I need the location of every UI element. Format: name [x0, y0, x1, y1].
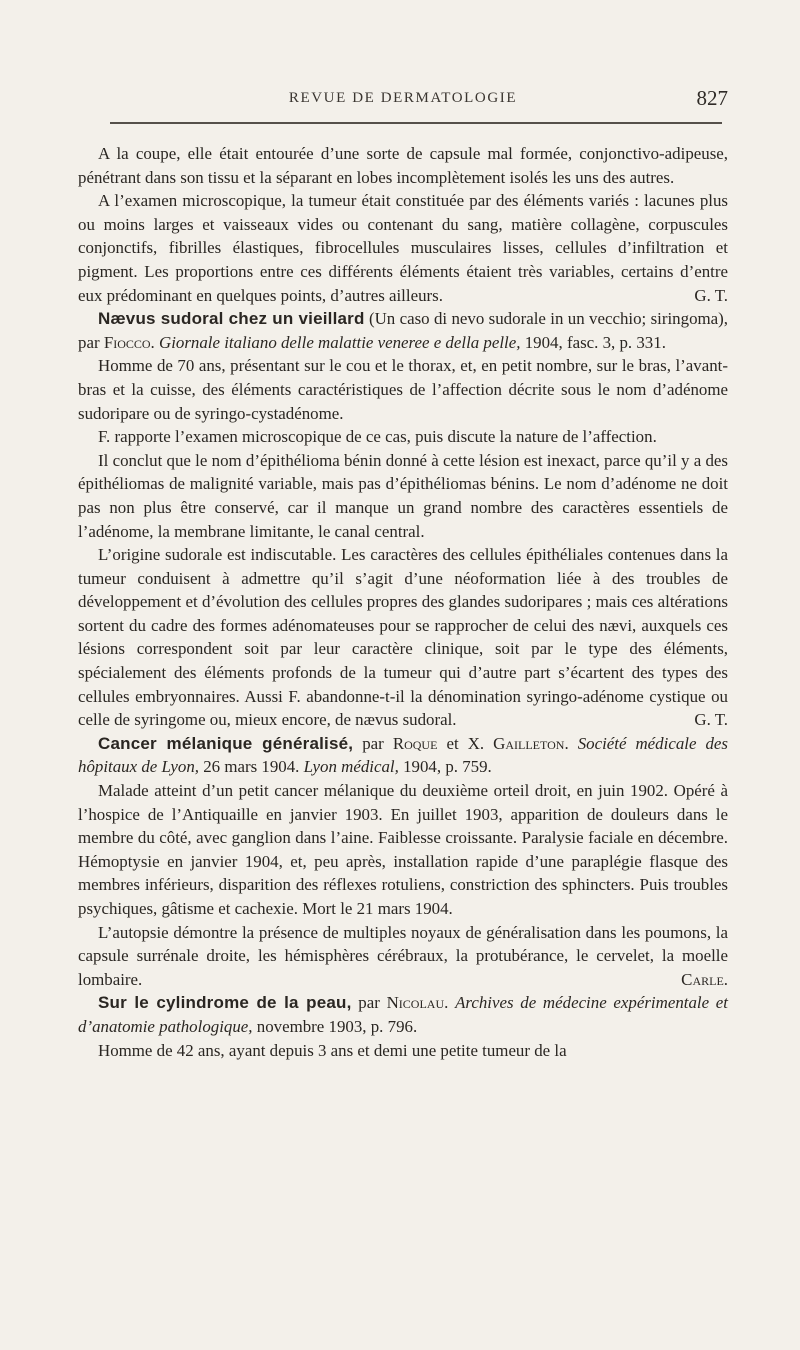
- article3-paragraph-2: [78, 921, 728, 992]
- article3-author-2: X. Gailleton.: [467, 733, 569, 753]
- article2-text-2: F. rapporte l’examen microscopique de ce cas, puis discute la nature de l’affection.: [98, 427, 657, 447]
- article3-text-2: L’autopsie démontre la présence de multiples noyaux de généralisation dans les poumons, la capsule surrénale droite, les hémisphères cérébraux, la protubérance, le cervelet, la moelle lombaire.: [78, 922, 728, 989]
- article2-citation: 1904, fasc. 3, p. 331.: [524, 332, 666, 352]
- article2-text-4: L’origine sudorale est indiscutable. Les caractères des cellules épithéliales contenues dans la tumeur conduisent à admettre qu’il s’agit d’une néoformation liée à des troubles de développement et d’évolution des cellules propres des glandes sudoripares ; mais ces altérations sortent du cadre des formes adénomateuses pour se rapprocher de celui des nævi, auxquels ces lésions correspondent soit par leur caractère clinique, soit par le type des éléments, spécialement des éléments profonds de la tumeur qui d’autre part s’écartent des types des cellules embryonnaires. Aussi F. abandonne-t-il la dénomination syringo-adénome cystique ou celle de syringome ou, mieux encore, de nævus sudoral.: [78, 545, 728, 730]
- article3-author-1: Roque: [392, 733, 438, 753]
- article4-journal: Archives de médecine expérimentale et d’anatomie pathologique,: [78, 993, 728, 1036]
- article3-citation-1: 26 mars 1904.: [203, 757, 300, 777]
- article2-author: Fiocco.: [103, 332, 155, 352]
- article2-subtitle: (Un caso di nevo sudorale in un vecchio; siringoma), par: [78, 309, 728, 352]
- article4-text-1: Homme de 42 ans, ayant depuis 3 ans et demi une petite tumeur de la: [98, 1040, 567, 1060]
- article1-text-1: A la coupe, elle était entourée d’une sorte de capsule mal formée, conjonctivo-adipeuse, pénétrant dans son tissu et la séparant en lobes incomplètement isolés les uns des autres.: [78, 144, 728, 187]
- article2-paragraph-4: [78, 543, 728, 732]
- article3-title: Cancer mélanique généralisé,: [98, 733, 354, 753]
- article4-citation: novembre 1903, p. 796.: [256, 1016, 418, 1036]
- page-content: [78, 142, 728, 1062]
- header-rule: [110, 122, 722, 124]
- article2-journal: Giornale italiano delle malattie veneree e della pelle,: [159, 332, 521, 352]
- article3-journal-1: Société médicale des hôpitaux de Lyon,: [78, 733, 728, 777]
- article1-paragraph-1: [78, 142, 728, 189]
- article4-par: par: [358, 993, 380, 1013]
- article3-heading: [78, 732, 728, 779]
- article1-paragraph-2: [78, 189, 728, 307]
- running-title: REVUE DE DERMATOLOGIE: [288, 90, 518, 106]
- page-header: [78, 88, 728, 118]
- article1-signature: G. T.: [694, 285, 728, 305]
- article3-and: et: [446, 733, 459, 753]
- article2-text-1: Homme de 70 ans, présentant sur le cou et le thorax, et, en petit nombre, sur le bras, l’avant-bras et la cuisse, des éléments caractéristiques de l’affection décrite sous le nom d’adénome sudoripare ou de syringo-cystadénome.: [78, 356, 728, 423]
- article3-signature: Carle.: [681, 969, 728, 989]
- article1-text-2: A l’examen microscopique, la tumeur était constituée par des éléments variés : lacunes plus ou moins larges et vaisseaux vides ou contenant du sang, matière collagène, corpuscules conjonctifs, fibrilles élastiques, fibrocellules musculaires lisses, cellules d’infiltration et pigment. Les proportions entre ces différents éléments étaient très variables, certains d’entre eux prédominant en quelques points, d’autres ailleurs.: [78, 191, 728, 305]
- article2-paragraph-1: [78, 354, 728, 425]
- page-number: 827: [696, 86, 728, 110]
- article2-signature: G. T.: [694, 710, 728, 730]
- article3-paragraph-1: [78, 779, 728, 921]
- article4-paragraph-1: [78, 1039, 728, 1063]
- article3-journal-2: Lyon médical,: [303, 757, 399, 777]
- article3-text-1: Malade atteint d’un petit cancer mélanique du deuxième orteil droit, en juin 1902. Opéré à l’hospice de l’Antiquaille en janvier 1903. En juillet 1903, apparition de douleurs dans le membre du côté, avec ganglion dans l’aine. Faiblesse croissante. Paralysie faciale en décembre. Hémoptysie en janvier 1904, et, peu après, installation rapide d’une paraplégie flasque des membres inférieurs, disparition des réflexes rotuliens, constriction des sphincters. Puis troubles psychiques, gâtisme et cachexie. Mort le 21 mars 1904.: [78, 781, 728, 918]
- article2-paragraph-2: [78, 425, 728, 449]
- article2-heading: [78, 307, 728, 354]
- article2-paragraph-3: [78, 449, 728, 543]
- article2-text-3: Il conclut que le nom d’épithélioma bénin donné à cette lésion est inexact, parce qu’il y a des épithéliomas de malignité variable, mais pas d’épithéliomas bénins. Le nom d’adénome ne doit pas non plus être conservé, car il manque un grand nombre des caractères essentiels de l’adénome, la membrane limitante, le canal central.: [78, 450, 728, 541]
- article3-par: par: [362, 733, 384, 753]
- article2-title: Nævus sudoral chez un vieillard: [98, 309, 365, 329]
- article4-author: Nicolau.: [386, 993, 449, 1013]
- article4-title: Sur le cylindrome de la peau,: [98, 993, 352, 1013]
- article3-citation-2: 1904, p. 759.: [403, 757, 492, 777]
- article4-heading: [78, 991, 728, 1038]
